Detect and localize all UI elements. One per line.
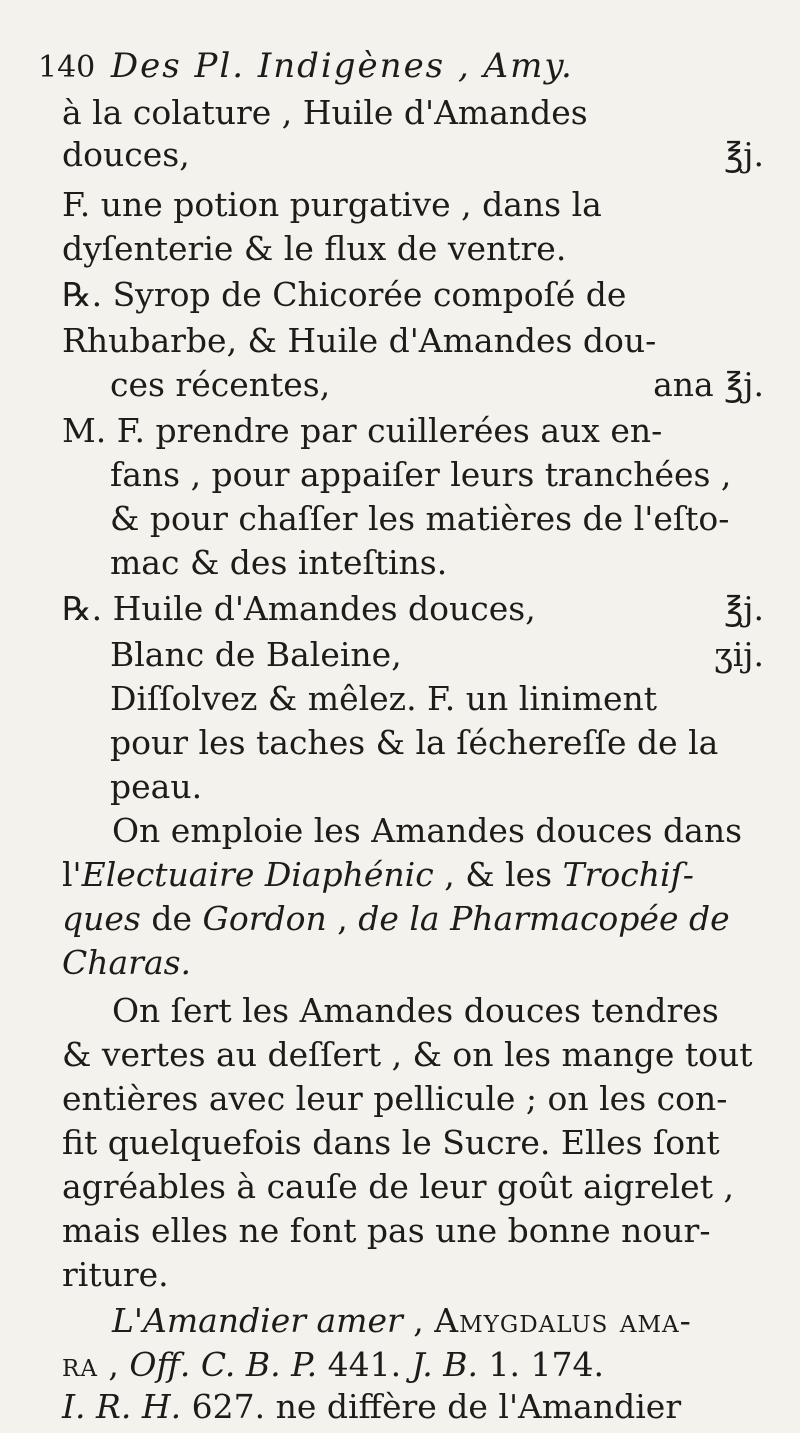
line-text: pour les taches & la ſéchereſſe de la [110,723,719,762]
latin-name: Amygdalus ama- [434,1301,692,1340]
running-title: Des Pl. Indigènes , Amy. [110,46,574,86]
italic-reference: Gordon [202,899,327,938]
line-text: Diſſolvez & mêlez. F. un liniment [110,679,658,718]
text-line [62,226,800,272]
text-line [62,1384,800,1430]
text-line [62,586,800,632]
text-line [112,1298,800,1344]
italic-reference: de la Pharmacopée de [358,899,730,938]
italic-reference: ques [62,899,141,938]
line-text: , [326,899,359,938]
line-text: Rhubarbe, & Huile d'Amandes dou- [62,321,657,360]
text-line [62,408,800,454]
line-text: F. une potion purgative , dans la [62,185,602,224]
line-text: peau. [110,767,203,806]
dosage-quantity: ʒij. [714,635,764,674]
line-text: 441. [317,1345,412,1384]
line-text: douces, [62,135,190,174]
line-text: On ſert les Amandes douces tendres [112,991,719,1030]
italic-reference: J. B. [411,1345,478,1384]
italic-reference: I. R. H. [62,1387,182,1426]
line-text: fans , pour appaiſer leurs tranchées , [110,455,732,494]
line-text: de [140,899,203,938]
text-line [62,852,800,898]
page-header [38,46,768,96]
text-line [62,318,800,364]
text-line [62,896,800,942]
line-text: dyſenterie & le flux de ventre. [62,229,567,268]
text-line [62,272,800,318]
text-line [110,764,800,810]
text-line [62,1164,800,1210]
line-text: M. F. prendre par cuillerées aux en- [62,411,663,450]
italic-reference: L'Amandier amer [112,1301,403,1340]
line-text: , & les [433,855,563,894]
text-line [110,362,800,408]
text-line [62,940,800,986]
text-line [112,808,800,854]
italic-reference: Trochiſ- [562,855,694,894]
text-line [62,182,800,228]
line-text: ℞. Syrop de Chicorée compoſé de [62,275,627,314]
line-text: On emploie les Amandes douces dans [112,811,743,850]
italic-reference: Charas. [62,943,192,982]
line-text: l' [62,855,82,894]
line-text: mais elles ne font pas une bonne nour- [62,1211,711,1250]
dosage-quantity: ana ℥j. [653,365,764,404]
text-line [62,132,800,178]
line-text: 627. ne diffère de l'Amandier [181,1387,682,1426]
line-text: mac & des inteſtins. [110,543,448,582]
line-text: , [402,1301,435,1340]
latin-name: ra [62,1345,98,1384]
text-line [110,496,800,542]
line-text: fit quelquefois dans le Sucre. Elles ſont [62,1123,720,1162]
line-text: ces récentes, [110,365,331,404]
text-line [110,720,800,766]
line-text: à la colature , Huile d'Amandes [62,93,588,132]
line-text: agréables à cauſe de leur goût aigrelet , [62,1167,734,1206]
line-text: riture. [62,1255,169,1294]
text-line [62,1342,800,1388]
text-line [110,452,800,498]
text-line [62,1208,800,1254]
text-line [62,1032,800,1078]
dosage-quantity: ℥j. [724,135,764,174]
text-line [62,1252,800,1298]
text-line [62,1076,800,1122]
text-line [62,1120,800,1166]
italic-reference: Off. C. B. P. [129,1345,318,1384]
text-line [112,988,800,1034]
line-text: 1. 174. [478,1345,604,1384]
text-line [62,90,800,136]
text-line [110,676,800,722]
line-text: , [97,1345,130,1384]
italic-reference: Electuaire Diaphénic [81,855,434,894]
text-line [110,540,800,586]
text-line [110,632,800,678]
line-text: entières avec leur pellicule ; on les con- [62,1079,728,1118]
page-number: 140 [38,50,96,85]
line-text: & pour chaſſer les matières de l'eſto- [110,499,730,538]
dosage-quantity: ℥j. [724,589,764,628]
line-text: Blanc de Baleine, [110,635,402,674]
line-text: ℞. Huile d'Amandes douces, [62,589,536,628]
line-text: & vertes au deſſert , & on les mange tout [62,1035,753,1074]
